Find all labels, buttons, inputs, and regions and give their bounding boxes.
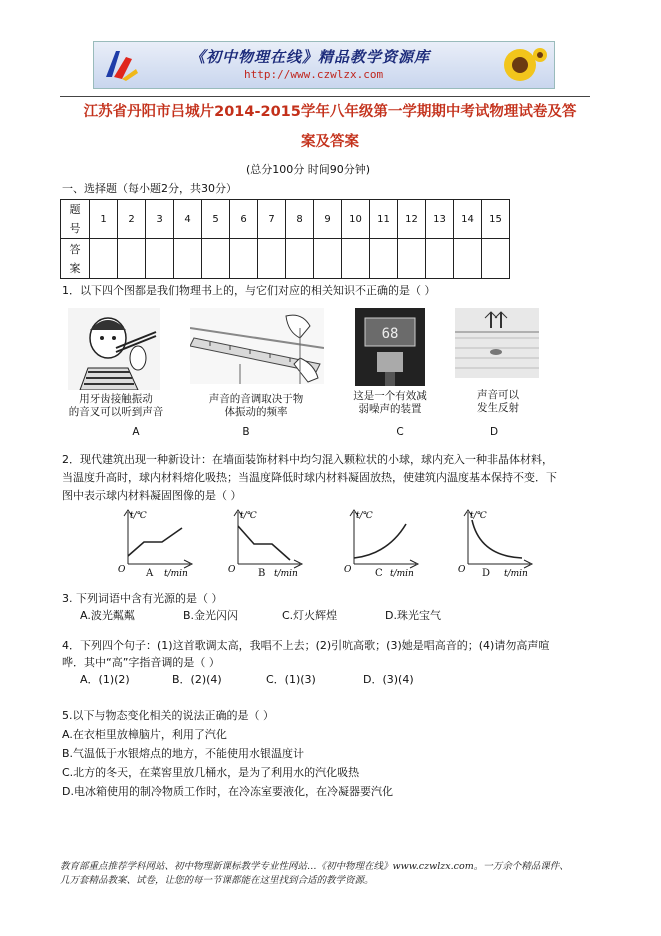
q2-graph-a bbox=[116, 506, 196, 578]
section-heading: 一、选择题（每小题2分，共30分） bbox=[62, 182, 237, 195]
table-number-cell: 13 bbox=[426, 200, 454, 239]
graph-xlabel: t/min bbox=[274, 569, 298, 578]
graph-origin: O bbox=[344, 565, 352, 575]
header-banner bbox=[93, 41, 555, 89]
answer-cell[interactable] bbox=[286, 239, 314, 279]
table-number-cell: 5 bbox=[202, 200, 230, 239]
table-number-cell: 14 bbox=[454, 200, 482, 239]
table-number-cell: 11 bbox=[370, 200, 398, 239]
q2-letter-c: C bbox=[375, 568, 383, 579]
table-number-cell: 8 bbox=[286, 200, 314, 239]
table-number-cell: 2 bbox=[118, 200, 146, 239]
answer-cell[interactable] bbox=[230, 239, 258, 279]
q1-caption-b: 声音的音调取决于物 体振动的频率 bbox=[208, 393, 304, 418]
q3-option-b[interactable]: B.金光闪闪 bbox=[183, 609, 239, 622]
q1-image-a bbox=[68, 308, 160, 390]
answer-cell[interactable] bbox=[174, 239, 202, 279]
doc-title-line2: 案及答案 bbox=[301, 134, 359, 150]
q3-stem: 3. 下列词语中含有光源的是（ ） bbox=[62, 592, 223, 605]
q1-caption-d: 声音可以 发生反射 bbox=[477, 389, 519, 414]
graph-ylabel: t/℃ bbox=[356, 511, 373, 521]
q1-image-c bbox=[355, 308, 425, 386]
table-number-cell: 4 bbox=[174, 200, 202, 239]
table-number-cell: 15 bbox=[482, 200, 510, 239]
answer-cell[interactable] bbox=[482, 239, 510, 279]
graph-xlabel: t/min bbox=[164, 569, 188, 578]
graph-origin: O bbox=[458, 565, 466, 575]
answer-cell[interactable] bbox=[314, 239, 342, 279]
q5-option-d[interactable]: D.电冰箱使用的制冷物质工作时，在冷冻室要液化，在冷凝器要汽化 bbox=[62, 785, 393, 798]
q1-image-d bbox=[455, 308, 539, 378]
q1-option-letter-d: D bbox=[489, 426, 499, 438]
q2-line1: 2．现代建筑出现一种新设计：在墙面装饰材料中均匀混入颗粒状的小球，球内充入一种非晶体材料， bbox=[62, 453, 553, 466]
q1-image-b bbox=[190, 308, 324, 384]
q2-graph-b bbox=[226, 506, 306, 578]
q5-option-a[interactable]: A.在衣柜里放樟脑片，利用了汽化 bbox=[62, 728, 227, 741]
answer-cell[interactable] bbox=[90, 239, 118, 279]
table-number-cell: 1 bbox=[90, 200, 118, 239]
q4-option-b[interactable]: B．(2)(4) bbox=[172, 673, 222, 686]
sunflower-icon bbox=[490, 45, 550, 85]
answer-cell[interactable] bbox=[426, 239, 454, 279]
q2-letter-d: D bbox=[482, 568, 491, 579]
q1-option-letter-b: B bbox=[242, 426, 250, 438]
graph-origin: O bbox=[118, 565, 126, 575]
doc-title-line1: 江苏省丹阳市吕城片2014-2015学年八年级第一学期期中考试物理试卷及答 bbox=[83, 104, 577, 120]
q1-stem: 1．以下四个图都是我们物理书上的，与它们对应的相关知识不正确的是（ ） bbox=[62, 284, 436, 297]
table-number-cell: 10 bbox=[342, 200, 370, 239]
banner-url[interactable]: http://www.czwlzx.com bbox=[244, 68, 384, 81]
answer-cell[interactable] bbox=[146, 239, 174, 279]
q4-line1: 4．下列四个句子：(1)这首歌调太高，我唱不上去；(2)引吭高歌；(3)她是唱高音的；(4)请勿高声喧 bbox=[62, 639, 550, 652]
graph-origin: O bbox=[228, 565, 236, 575]
page-footer bbox=[60, 860, 620, 888]
table-number-cell: 3 bbox=[146, 200, 174, 239]
q2-letter-a: A bbox=[146, 568, 154, 579]
table-row-label: 答 案 bbox=[61, 239, 90, 279]
q2-graph-d bbox=[456, 506, 536, 578]
table-number-cell: 7 bbox=[258, 200, 286, 239]
q5-option-c[interactable]: C.北方的冬天，在菜窖里放几桶水，是为了利用水的汽化吸热 bbox=[62, 766, 360, 779]
q4-option-c[interactable]: C．(1)(3) bbox=[266, 673, 316, 686]
answer-cell[interactable] bbox=[370, 239, 398, 279]
graph-ylabel: t/℃ bbox=[240, 511, 257, 521]
answer-cell[interactable] bbox=[342, 239, 370, 279]
q2-letter-b: B bbox=[258, 568, 266, 579]
graph-xlabel: t/min bbox=[390, 569, 414, 578]
q1-caption-a: 用牙齿接触振动 的音叉可以听到声音 bbox=[68, 393, 164, 418]
q3-option-c[interactable]: C.灯火辉煌 bbox=[282, 609, 338, 622]
banner-title: 《初中物理在线》精品教学资源库 bbox=[190, 48, 431, 66]
exam-meta: (总分100分 时间90分钟) bbox=[246, 163, 371, 176]
table-number-cell: 12 bbox=[398, 200, 426, 239]
graph-ylabel: t/℃ bbox=[470, 511, 487, 521]
q4-line2: 哗．其中“高”字指音调的是（ ） bbox=[62, 656, 220, 669]
q1-option-letter-a: A bbox=[132, 426, 140, 438]
q1-caption-c: 这是一个有效减 弱噪声的装置 bbox=[353, 390, 427, 415]
q1-option-letter-c: C bbox=[396, 426, 404, 438]
footer-line2: 几万套精品教案、试卷，让您的每一节课都能在这里找到合适的教学资源。 bbox=[60, 875, 374, 886]
q5-stem: 5.以下与物态变化相关的说法正确的是（ ） bbox=[62, 709, 274, 722]
q2-line2: 当温度升高时，球内材料熔化吸热；当温度降低时球内材料凝固放热，使建筑内温度基本保持不变．下 bbox=[62, 471, 557, 484]
answer-cell[interactable] bbox=[118, 239, 146, 279]
meter-reading: 68 bbox=[381, 326, 399, 342]
site-logo-icon bbox=[102, 47, 142, 83]
answer-table bbox=[60, 199, 510, 279]
graph-xlabel: t/min bbox=[504, 569, 528, 578]
answer-cell[interactable] bbox=[202, 239, 230, 279]
answer-cell[interactable] bbox=[258, 239, 286, 279]
table-number-cell: 9 bbox=[314, 200, 342, 239]
graph-ylabel: t/℃ bbox=[130, 511, 147, 521]
q4-option-d[interactable]: D．(3)(4) bbox=[363, 673, 414, 686]
q4-option-a[interactable]: A．(1)(2) bbox=[80, 673, 130, 686]
q3-option-d[interactable]: D.珠光宝气 bbox=[385, 609, 441, 622]
footer-line1: 教育部重点推荐学科网站、初中物理新课标教学专业性网站…《初中物理在线》www.czwlzx.com。一万余个精品课件、 bbox=[60, 861, 569, 872]
header-divider bbox=[60, 96, 590, 97]
answer-cell[interactable] bbox=[398, 239, 426, 279]
q2-line3: 图中表示球内材料凝固图像的是（ ） bbox=[62, 489, 242, 502]
q3-option-a[interactable]: A.波光粼粼 bbox=[80, 609, 135, 622]
q5-option-b[interactable]: B.气温低于水银熔点的地方，不能使用水银温度计 bbox=[62, 747, 305, 760]
table-number-cell: 6 bbox=[230, 200, 258, 239]
table-row-label: 题 号 bbox=[61, 200, 90, 239]
answer-cell[interactable] bbox=[454, 239, 482, 279]
